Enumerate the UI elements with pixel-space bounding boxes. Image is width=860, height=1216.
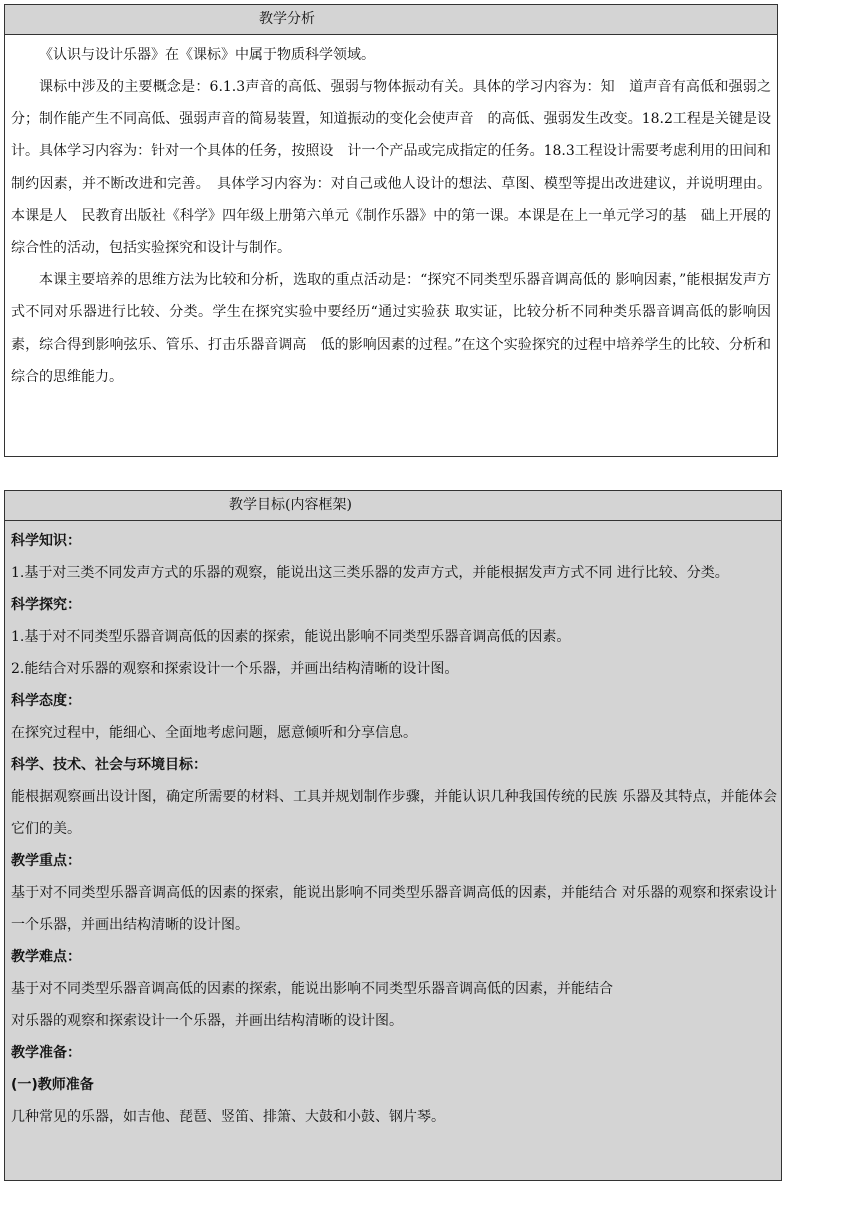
teaching-analysis-body	[5, 35, 777, 393]
difficulty-line-1: 基于对不同类型乐器音调高低的因素的探索，能说出影响不同类型乐器音调高低的因素，并能结合	[11, 981, 613, 997]
science-inquiry-item-1: 1.基于对不同类型乐器音调高低的因素的探索，能说出影响不同类型乐器音调高低的因素。	[11, 629, 571, 645]
teaching-objectives-table	[4, 490, 782, 1181]
science-attitude-heading: 科学态度：	[11, 693, 81, 709]
science-knowledge-heading: 科学知识：	[11, 533, 81, 549]
teacher-preparation-text: 几种常见的乐器，如吉他、琵琶、竖笛、排箫、大鼓和小鼓、钢片琴。	[11, 1109, 445, 1125]
teacher-preparation-heading: (一)教师准备	[11, 1077, 94, 1093]
teaching-analysis-table	[4, 4, 778, 457]
key-point-text: 基于对不同类型乐器音调高低的因素的探索，能说出影响不同类型乐器音调高低的因素，并能结合 对乐器的观察和探索设计一个乐器，并画出结构清晰的设计图。	[11, 885, 777, 933]
teaching-objectives-body	[5, 521, 781, 1133]
analysis-paragraph-2: 课标中涉及的主要概念是：6.1.3声音的高低、强弱与物体振动有关。具体的学习内容为：知 道声音有高低和强弱之分；制作能产生不同高低、强弱声音的简易装置，知道振动的变化会使声音 的高低、强弱发生改变。18.2工程是关键是设计。具体学习内容为：针对一个具体的任务，按照设 计一个产品或完成指定的任务。18.3工程设计需要考虑利用的田间和制约因素，并不断改进和完善。 具体学习内容为：对自己或他人设计的想法、草图、模型等提出改进建议，并说明理由。本课是人 民教育出版社《科学》四年级上册第六单元《制作乐器》中的第一课。本课是在上一单元学习的基 础上开展的综合性的活动，包括实验探究和设计与制作。	[11, 79, 771, 257]
teaching-objectives-title: 教学目标(内容框架)	[5, 491, 781, 521]
science-attitude-text: 在探究过程中，能细心、全面地考虑问题，愿意倾听和分享信息。	[11, 725, 417, 741]
key-point-heading: 教学重点：	[11, 853, 81, 869]
sts-text: 能根据观察画出设计图，确定所需要的材料、工具并规划制作步骤，并能认识几种我国传统的民族 乐器及其特点，并能体会它们的美。	[11, 789, 777, 837]
preparation-heading: 教学准备：	[11, 1045, 81, 1061]
science-inquiry-heading: 科学探究：	[11, 597, 81, 613]
difficulty-line-2: 对乐器的观察和探索设计一个乐器，并画出结构清晰的设计图。	[11, 1013, 403, 1029]
teaching-analysis-title: 教学分析	[5, 5, 777, 35]
analysis-paragraph-3: 本课主要培养的思维方法为比较和分析，选取的重点活动是：“探究不同类型乐器音调高低的 影响因素，”能根据发声方式不同对乐器进行比较、分类。学生在探究实验中要经历“通过实验获 取实证，比较分析不同种类乐器音调高低的影响因素，综合得到影响弦乐、管乐、打击乐器音调高 低的影响因素的过程。”在这个实验探究的过程中培养学生的比较、分析和综合的思维能力。	[11, 272, 771, 385]
analysis-paragraph-1: 《认识与设计乐器》在《课标》中属于物质科学领域。	[39, 47, 375, 63]
sts-heading: 科学、技术、社会与环境目标：	[11, 757, 207, 773]
difficulty-heading: 教学难点：	[11, 949, 81, 965]
science-knowledge-item-1: 1.基于对三类不同发声方式的乐器的观察，能说出这三类乐器的发声方式，并能根据发声方式不同 进行比较、分类。	[11, 565, 729, 581]
science-inquiry-item-2: 2.能结合对乐器的观察和探索设计一个乐器，并画出结构清晰的设计图。	[11, 661, 459, 677]
